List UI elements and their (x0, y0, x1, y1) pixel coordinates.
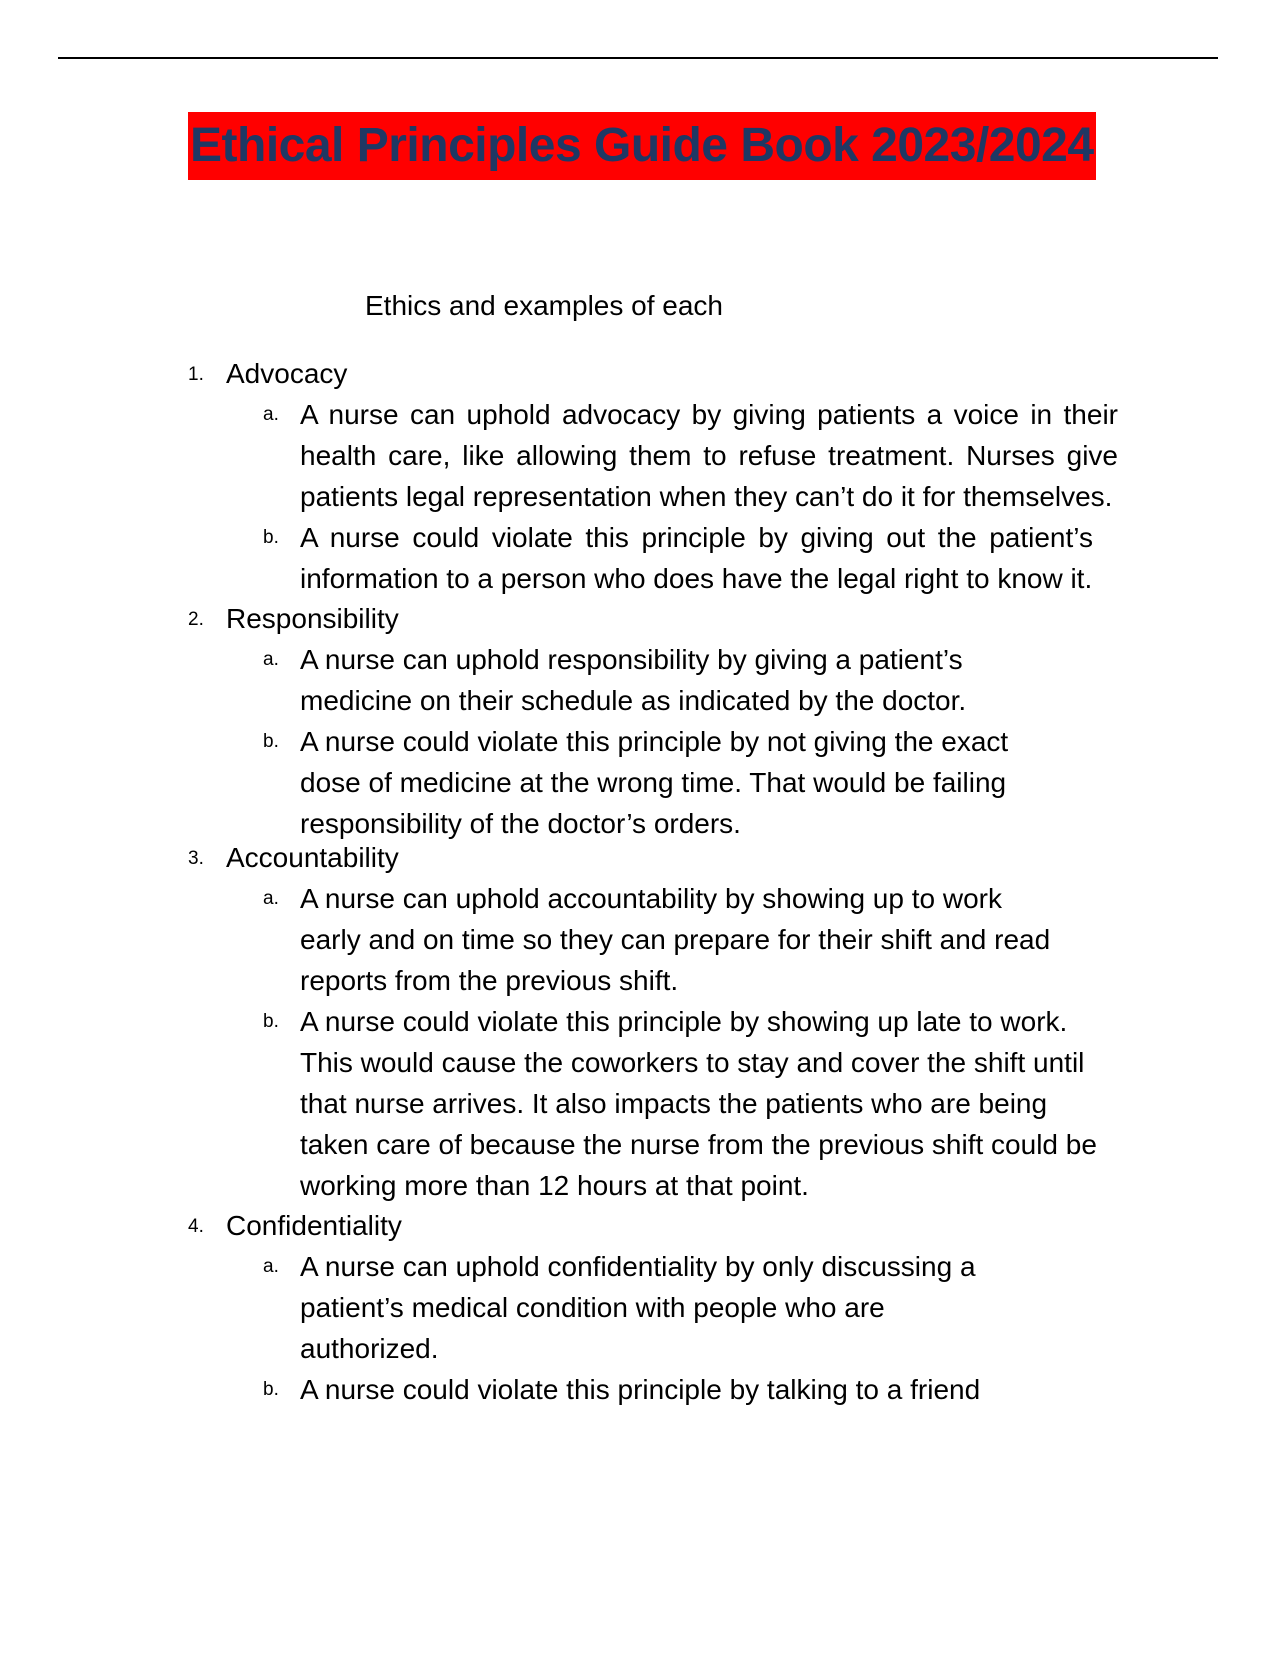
principle-example (188, 394, 1118, 517)
principle-example (188, 878, 1118, 1001)
example-letter: b. (263, 731, 279, 752)
example-text: A nurse can uphold advocacy by giving patients a voice in their health care, like allowing them to refuse treatment. Nurses give patients legal representation when they can’t do it for themselves. (300, 399, 1118, 512)
principles-list (188, 354, 1118, 1410)
example-letter: b. (263, 1011, 279, 1032)
example-text: A nurse can uphold responsibility by giving a patient’s medicine on their schedule as indicated by the doctor. (300, 644, 967, 716)
example-text: A nurse could violate this principle by talking to a friend (300, 1374, 981, 1405)
example-text: A nurse can uphold accountability by showing up to work early and on time so they can prepare for their shift and read reports from the previous shift. (300, 883, 1051, 996)
example-text: A nurse can uphold confidentiality by only discussing a patient’s medical condition with people who are authorized. (300, 1251, 976, 1364)
principle-example (188, 1001, 1118, 1206)
example-text: A nurse could violate this principle by not giving the exact dose of medicine at the wrong time. That would be failing responsibility of the doctor’s orders. (300, 726, 1009, 839)
example-letter: b. (263, 1379, 279, 1400)
principle-number: 4. (188, 1216, 204, 1237)
document-subtitle: Ethics and examples of each (365, 290, 723, 321)
principle-label: Accountability (226, 842, 399, 873)
example-letter: b. (263, 527, 279, 548)
principle-example (188, 639, 1118, 721)
principle-example (188, 721, 1118, 844)
principle-label: Confidentiality (226, 1210, 402, 1241)
example-letter: a. (263, 404, 279, 425)
example-letter: a. (263, 649, 279, 670)
principle-example (188, 517, 1118, 599)
principle-item (188, 354, 1118, 394)
document-title: Ethical Principles Guide Book 2023/2024 (188, 112, 1096, 180)
principle-item (188, 838, 1118, 878)
example-text: A nurse could violate this principle by showing up late to work. This would cause the coworkers to stay and cover the shift until that nurse arrives. It also impacts the patients who are being taken care of because the nurse from the previous shift could be working more than 12 hours at that point. (300, 1006, 1097, 1201)
title-block (188, 112, 1096, 180)
example-letter: a. (263, 1256, 279, 1277)
principle-item (188, 1206, 1118, 1246)
example-text: A nurse could violate this principle by giving out the patient’s information to a person who does have the legal right to know it. (300, 522, 1093, 594)
header-rule (58, 57, 1218, 59)
principle-item (188, 599, 1118, 639)
example-letter: a. (263, 888, 279, 909)
principle-label: Advocacy (226, 358, 348, 389)
principle-example (188, 1246, 1118, 1369)
principle-number: 2. (188, 609, 204, 630)
principle-label: Responsibility (226, 603, 399, 634)
principle-number: 1. (188, 364, 204, 385)
principle-number: 3. (188, 848, 204, 869)
principle-example (188, 1369, 1118, 1410)
